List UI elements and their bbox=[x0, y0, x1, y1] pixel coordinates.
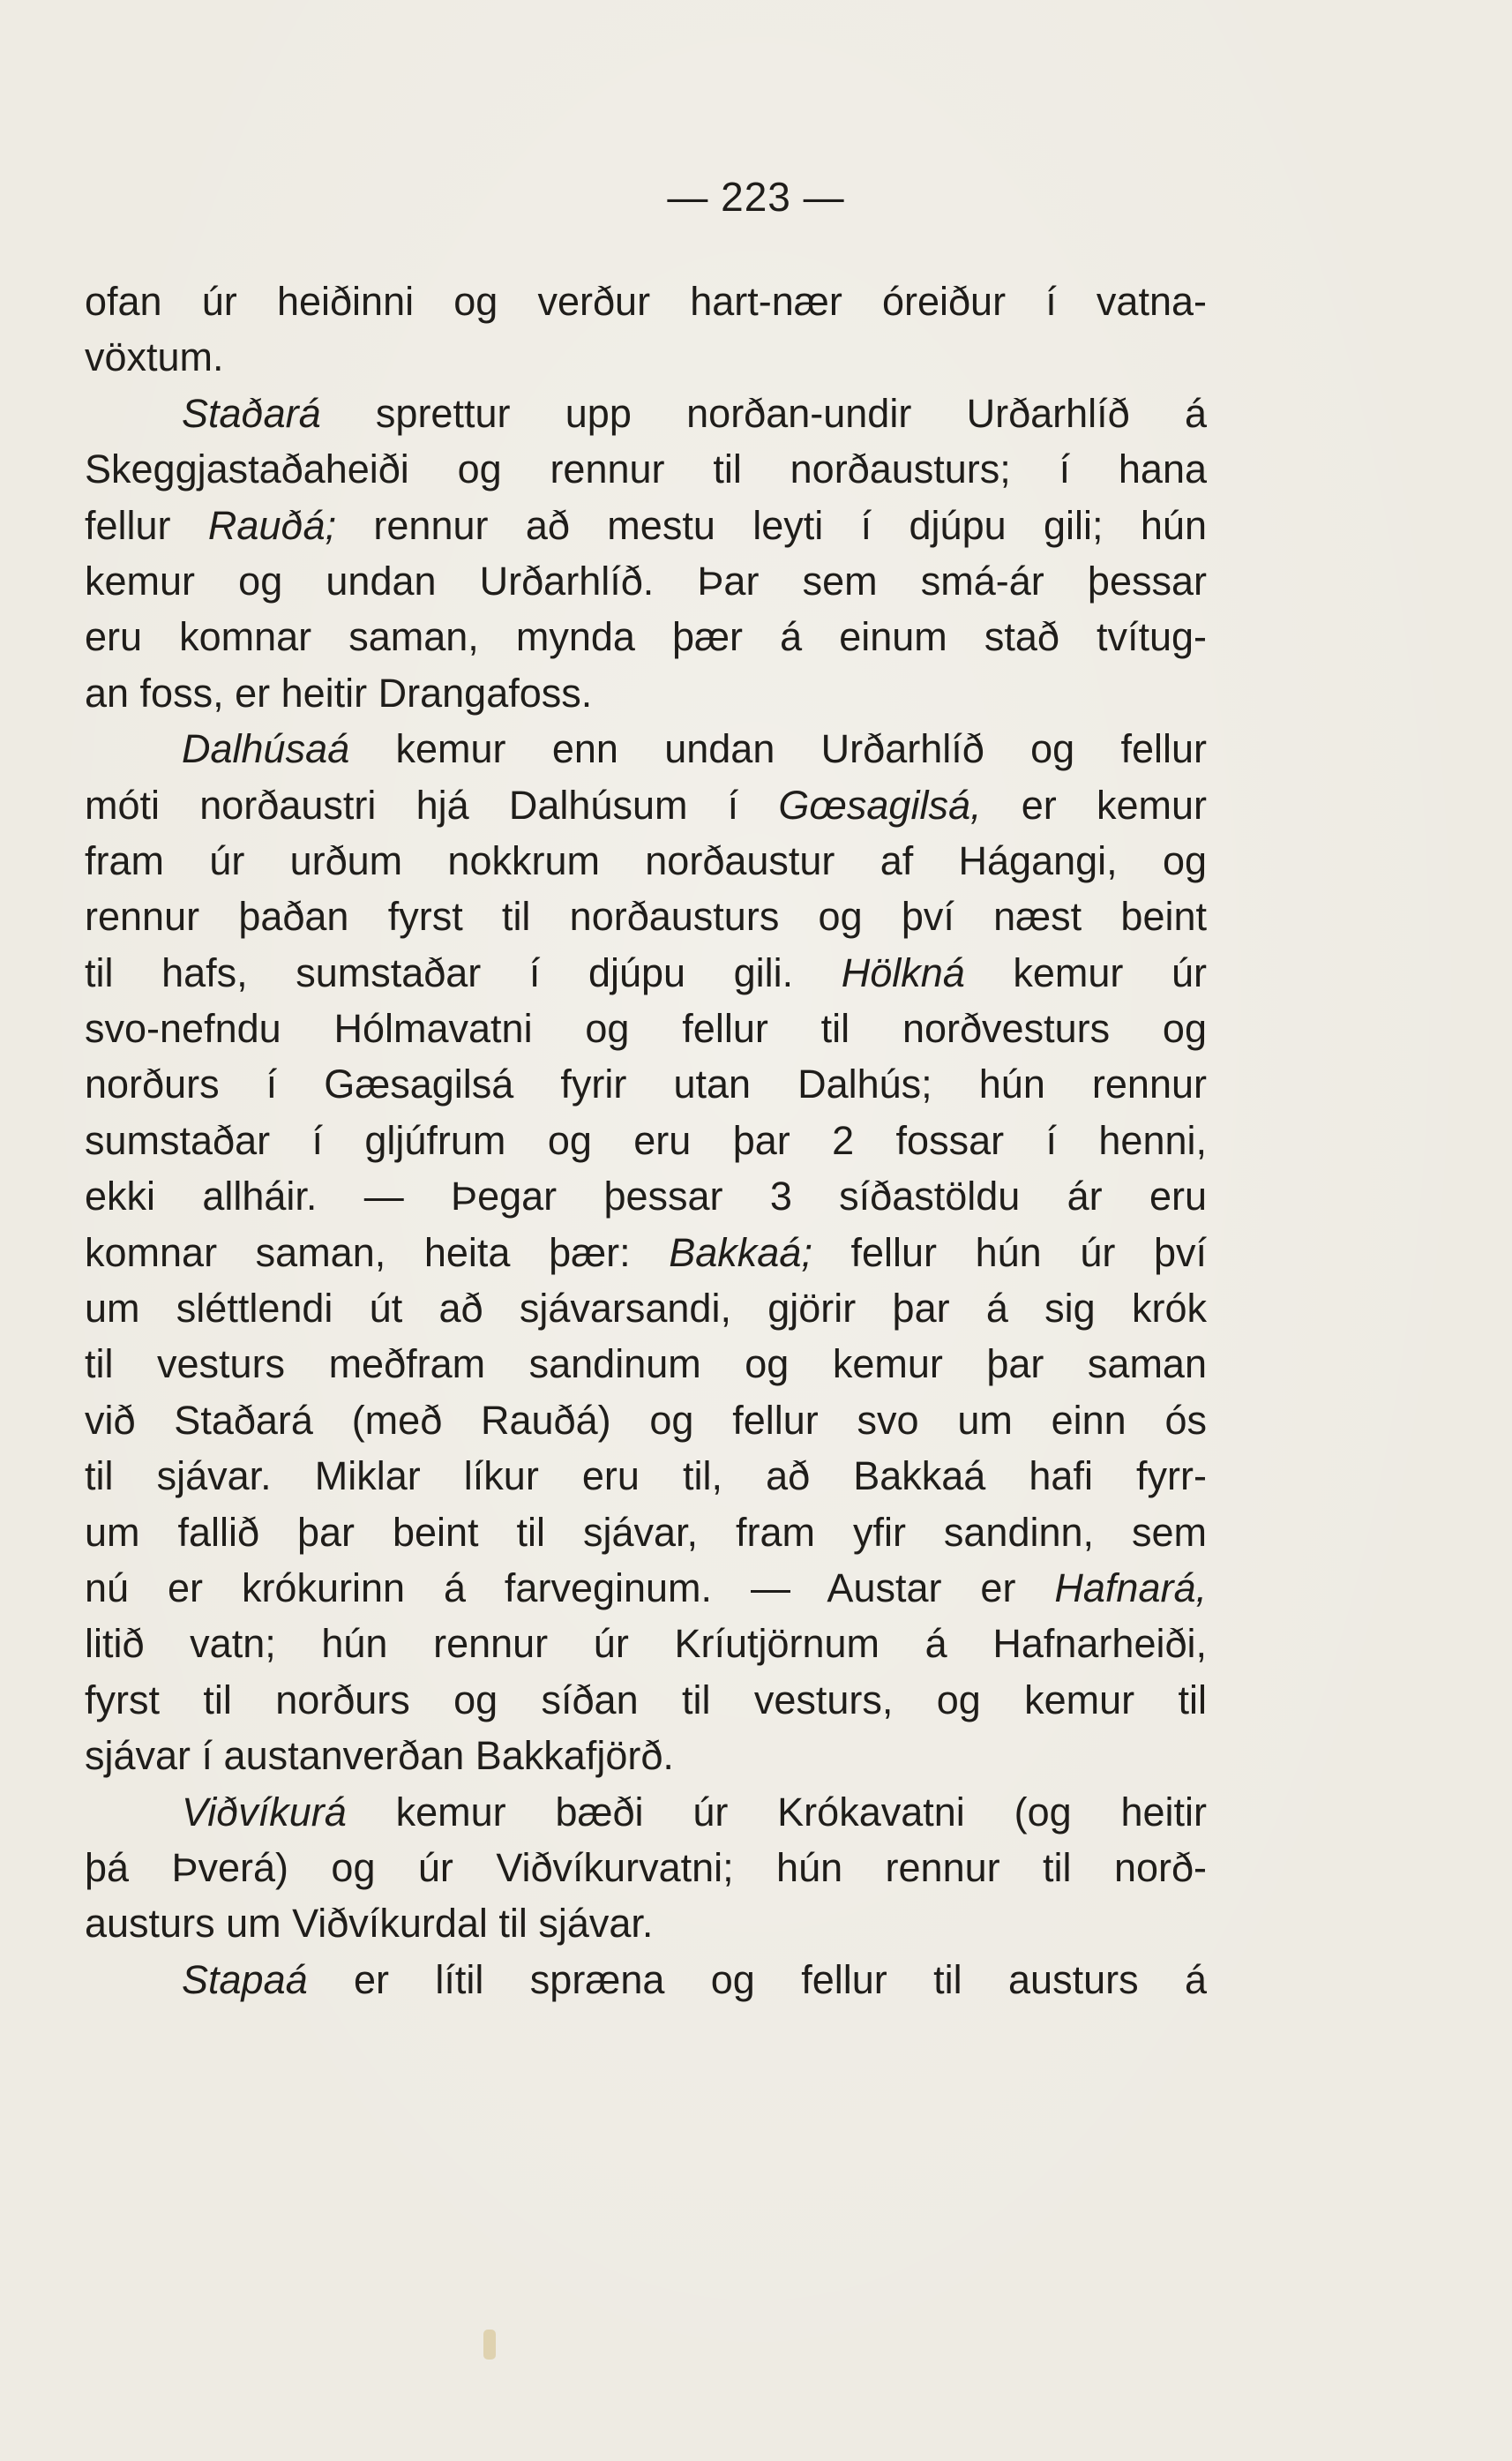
text-line bbox=[85, 1895, 1207, 1951]
text-segment: kemur úr bbox=[964, 949, 1208, 995]
text-segment: austurs um Viðvíkurdal til sjávar. bbox=[85, 1901, 654, 1947]
text-line bbox=[85, 1225, 1207, 1280]
text-line bbox=[85, 274, 1207, 329]
text-line bbox=[85, 1728, 1207, 1783]
text-line bbox=[85, 889, 1207, 944]
text-segment: rennur að mestu leyti í djúpu gili; hún bbox=[336, 502, 1207, 548]
text-segment: sjávar í austanverðan Bakkafjörð. bbox=[85, 1733, 674, 1779]
text-line bbox=[85, 1448, 1207, 1504]
text-line bbox=[85, 1001, 1207, 1056]
text-segment: eru komnar saman, mynda þær á einum stað tvítug- bbox=[85, 614, 1207, 660]
text-segment: fyrst til norðurs og síðan til vesturs, og kemur til bbox=[85, 1677, 1207, 1722]
text-line bbox=[85, 1616, 1207, 1671]
river-name: Bakkaá; bbox=[669, 1229, 812, 1275]
text-segment: ekki allháir. — Þegar þessar 3 síðastöldu ár eru bbox=[85, 1174, 1207, 1219]
river-name: Viðvíkurá bbox=[182, 1789, 347, 1834]
text-line bbox=[85, 1336, 1207, 1392]
text-line bbox=[85, 1560, 1207, 1616]
text-line bbox=[85, 1113, 1207, 1168]
text-line bbox=[85, 1392, 1207, 1448]
page-number: — 223 — bbox=[667, 174, 845, 220]
river-name: Hafnará, bbox=[1054, 1564, 1207, 1610]
text-segment: ofan úr heiðinni og verður hart-nær óreiður í vatna- bbox=[85, 279, 1207, 324]
text-line bbox=[85, 665, 1207, 721]
text-line bbox=[85, 777, 1207, 833]
river-name: Hölkná bbox=[841, 949, 965, 995]
text-line bbox=[85, 833, 1207, 889]
text-line bbox=[85, 386, 1207, 441]
text-segment: er lítil spræna og fellur til austurs á bbox=[307, 1956, 1207, 2002]
text-segment: þá Þverá) og úr Viðvíkurvatni; hún rennur til norð- bbox=[85, 1844, 1207, 1890]
text-line bbox=[85, 1056, 1207, 1112]
text-segment: til hafs, sumstaðar í djúpu gili. bbox=[85, 949, 842, 995]
river-name: Gœsagilsá, bbox=[778, 782, 982, 828]
text-line bbox=[85, 498, 1207, 553]
text-line bbox=[85, 1280, 1207, 1336]
text-segment: norðurs í Gæsagilsá fyrir utan Dalhús; hún rennur bbox=[85, 1062, 1207, 1107]
text-segment: um fallið þar beint til sjávar, fram yfir sandinn, sem bbox=[85, 1509, 1207, 1555]
text-line bbox=[85, 1784, 1207, 1840]
text-segment: komnar saman, heita þær: bbox=[85, 1229, 670, 1275]
text-segment: rennur þaðan fyrst til norðausturs og því næst beint bbox=[85, 894, 1207, 940]
river-name: Rauðá; bbox=[207, 502, 337, 548]
text-segment: sprettur upp norðan-undir Urðarhlíð á bbox=[320, 390, 1207, 436]
text-segment: við Staðará (með Rauðá) og fellur svo um einn ós bbox=[85, 1397, 1207, 1443]
text-segment: móti norðaustri hjá Dalhúsum í bbox=[85, 782, 779, 828]
text-segment: um sléttlendi út að sjávarsandi, gjörir þar á sig krók bbox=[85, 1286, 1207, 1332]
text-line bbox=[85, 441, 1207, 497]
text-segment: til sjávar. Miklar líkur eru til, að Bakkaá hafi fyrr- bbox=[85, 1453, 1207, 1499]
text-segment: sumstaðar í gljúfrum og eru þar 2 fossar í henni, bbox=[85, 1117, 1207, 1163]
text-line bbox=[85, 1840, 1207, 1895]
text-line bbox=[85, 945, 1207, 1001]
text-segment: fellur hún úr því bbox=[812, 1229, 1207, 1275]
text-segment: vöxtum. bbox=[85, 334, 224, 380]
text-segment: er kemur bbox=[981, 782, 1207, 828]
text-segment: Skeggjastaðaheiði og rennur til norðausturs; í hana bbox=[85, 446, 1207, 492]
river-name: Stapaá bbox=[182, 1956, 308, 2002]
ink-smudge bbox=[483, 2330, 496, 2360]
text-segment: an foss, er heitir Drangafoss. bbox=[85, 670, 593, 716]
text-line bbox=[85, 1504, 1207, 1560]
river-name: Staðará bbox=[182, 390, 321, 436]
text-line bbox=[85, 721, 1207, 777]
text-segment: til vesturs meðfram sandinum og kemur þar saman bbox=[85, 1341, 1207, 1387]
text-line bbox=[85, 1672, 1207, 1728]
text-segment: nú er krókurinn á farveginum. — Austar er bbox=[85, 1564, 1055, 1610]
text-segment: fellur bbox=[85, 502, 208, 548]
text-line bbox=[85, 1168, 1207, 1224]
text-segment: litið vatn; hún rennur úr Kríutjörnum á Hafnarheiði, bbox=[85, 1621, 1207, 1667]
text-line bbox=[85, 329, 1207, 385]
text-segment: kemur bæði úr Krókavatni (og heitir bbox=[346, 1789, 1207, 1834]
text-segment: kemur og undan Urðarhlíð. Þar sem smá-ár þessar bbox=[85, 558, 1207, 604]
text-segment: svo-nefndu Hólmavatni og fellur til norðvesturs og bbox=[85, 1006, 1207, 1052]
text-segment: fram úr urðum nokkrum norðaustur af Hágangi, og bbox=[85, 837, 1207, 883]
text-segment: kemur enn undan Urðarhlíð og fellur bbox=[349, 726, 1207, 772]
river-name: Dalhúsaá bbox=[182, 726, 350, 772]
text-line bbox=[85, 609, 1207, 664]
text-line bbox=[85, 1952, 1207, 2007]
text-line bbox=[85, 553, 1207, 609]
body-text bbox=[85, 274, 1207, 2007]
